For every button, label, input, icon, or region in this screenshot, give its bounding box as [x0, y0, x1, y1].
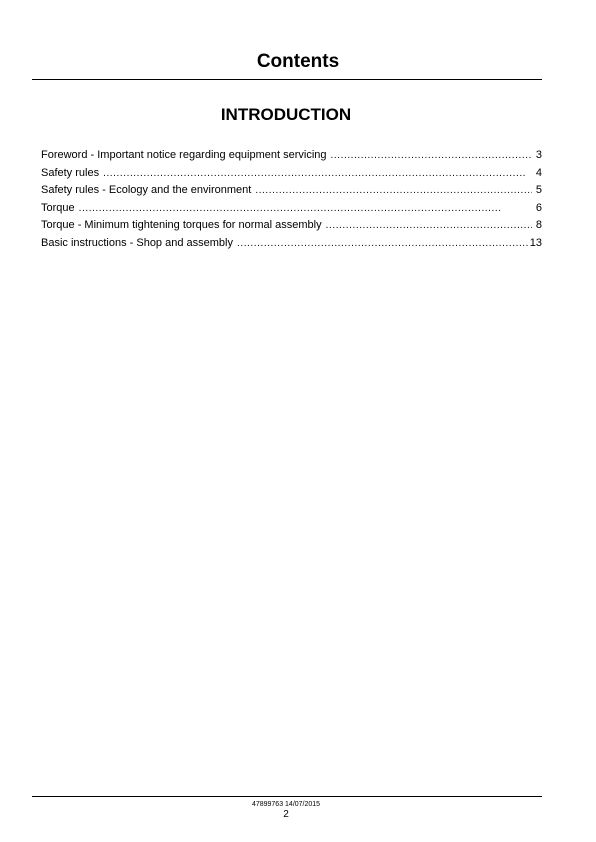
toc-entry-label: Basic instructions - Shop and assembly: [41, 236, 233, 249]
dot-leader: [237, 235, 528, 253]
dot-leader: [103, 165, 532, 183]
toc-entry-label: Torque: [41, 201, 75, 214]
dot-leader: [255, 182, 532, 200]
page-number: 2: [283, 809, 289, 820]
toc-entry-foreword[interactable]: [41, 147, 542, 165]
toc-entry-page: 6: [535, 201, 542, 214]
dot-leader: [331, 147, 532, 165]
toc-entry-label: Safety rules - Ecology and the environment: [41, 184, 252, 197]
toc-entry-label: Torque - Minimum tightening torques for normal assembly: [41, 219, 322, 232]
toc-entry-label: Safety rules: [41, 166, 100, 179]
section-title: INTRODUCTION: [220, 105, 352, 124]
page-title: Contents: [256, 51, 340, 72]
toc-entry-basic-instructions[interactable]: [41, 235, 542, 253]
toc-entry-torque-minimum[interactable]: [41, 217, 542, 235]
toc-entry-page: 5: [535, 184, 542, 197]
toc-entry-page: 3: [535, 149, 542, 161]
toc-entry-page: 4: [535, 166, 542, 179]
document-code: 47899763 14/07/2015: [251, 801, 321, 808]
toc-entry-safety-rules-ecology[interactable]: [41, 182, 542, 200]
toc-entry-page: 13: [529, 236, 542, 249]
toc-entry-safety-rules[interactable]: [41, 165, 542, 183]
footer-divider: [32, 796, 542, 797]
dot-leader: [79, 200, 532, 218]
toc-entry-label: Foreword - Important notice regarding equipment servicing: [41, 149, 327, 161]
table-of-contents: [41, 147, 542, 253]
toc-entry-page: 8: [535, 219, 542, 232]
dot-leader: [326, 217, 532, 235]
toc-entry-torque[interactable]: [41, 200, 542, 218]
header-divider: [32, 79, 542, 80]
